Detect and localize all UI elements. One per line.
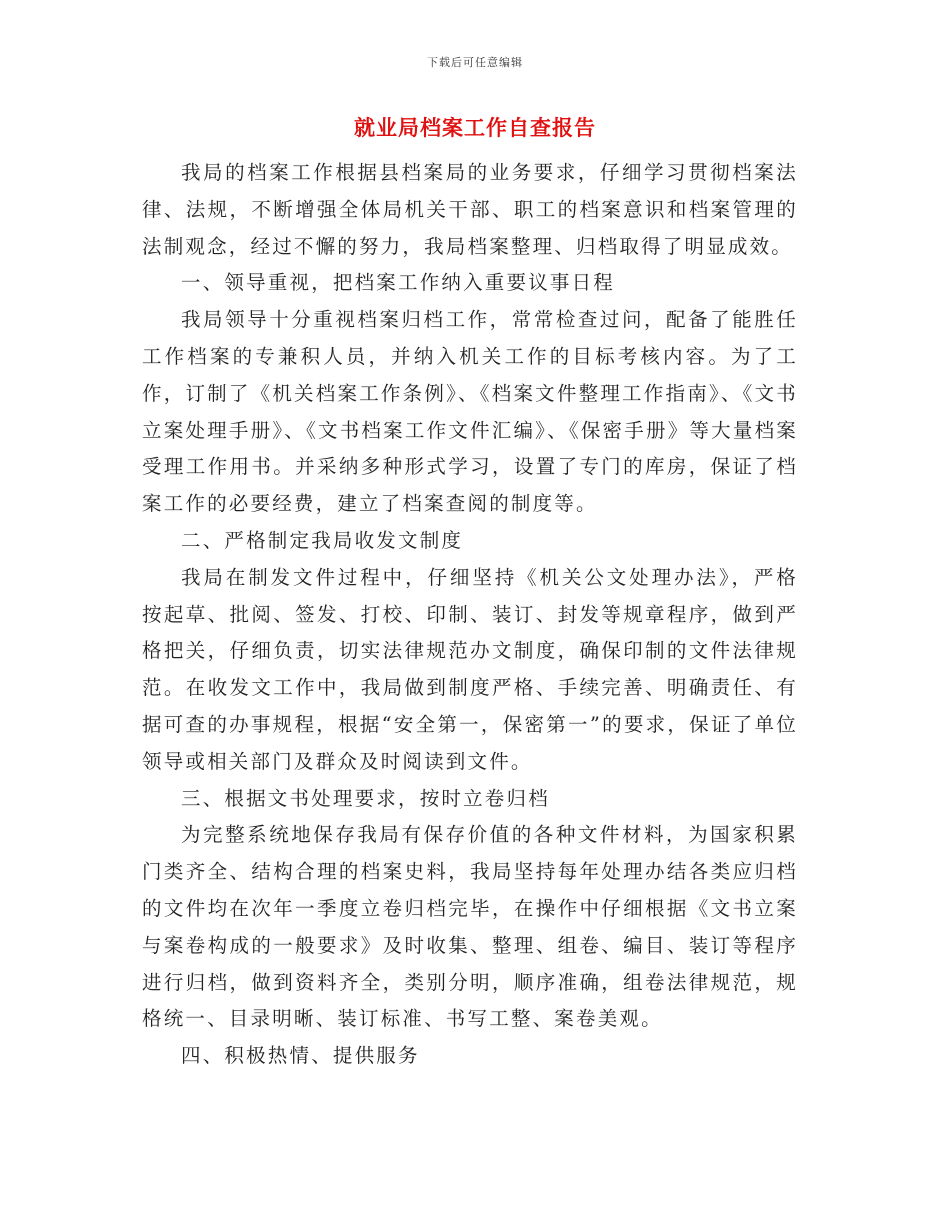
section-heading-3: 三、根据文书处理要求，按时立卷归档 (181, 786, 550, 810)
section-paragraph-3: 为完整系统地保存我局有保存价值的各种文件材料，为国家积累门类齐全、结构合理的档案史料，我局坚持每年处理办结各类应归档的文件均在次年一季度立卷归档完毕，在操作中仔细根据《文书立案与案卷构成的一般要求》及时收集、整理、组卷、编目、装订等程序进行归档，做到资料齐全，类别分明，顺序准确，组卷法律规范，规格统一、目录明晰、装订标准、书写工整、案卷美观。 (142, 823, 798, 1031)
document-title: 就业局档案工作自查报告 (354, 115, 596, 140)
header-note: 下载后可任意编辑 (427, 56, 523, 69)
section-heading-4: 四、积极热情、提供服务 (181, 1044, 420, 1068)
section-heading-1: 一、领导重视，把档案工作纳入重要议事日程 (181, 271, 616, 295)
section-paragraph-1: 我局领导十分重视档案归档工作，常常检查过问，配备了能胜任工作档案的专兼积人员，并纳入机关工作的目标考核内容。为了工作，订制了《机关档案工作条例》、《档案文件整理工作指南》、《文书立案处理手册》、《文书档案工作文件汇编》、《保密手册》等大量档案受理工作用书。并采纳多种形式学习，设置了专门的库房，保证了档案工作的必要经费，建立了档案查阅的制度等。 (142, 308, 798, 516)
section-heading-2: 二、严格制定我局收发文制度 (181, 528, 464, 552)
document-body (142, 155, 798, 1075)
intro-paragraph: 我局的档案工作根据县档案局的业务要求，仔细学习贯彻档案法律、法规，不断增强全体局机关干部、职工的档案意识和档案管理的法制观念，经过不懈的努力，我局档案整理、归档取得了明显成效。 (142, 161, 798, 258)
section-paragraph-2: 我局在制发文件过程中，仔细坚持《机关公文处理办法》，严格按起草、批阅、签发、打校、印制、装订、封发等规章程序，做到严格把关，仔细负责，切实法律规范办文制度，确保印制的文件法律规范。在收发文工作中，我局做到制度严格、手续完善、明确责任、有据可查的办事规程，根据“安全第一，保密第一”的要求，保证了单位领导或相关部门及群众及时阅读到文件。 (142, 565, 798, 773)
